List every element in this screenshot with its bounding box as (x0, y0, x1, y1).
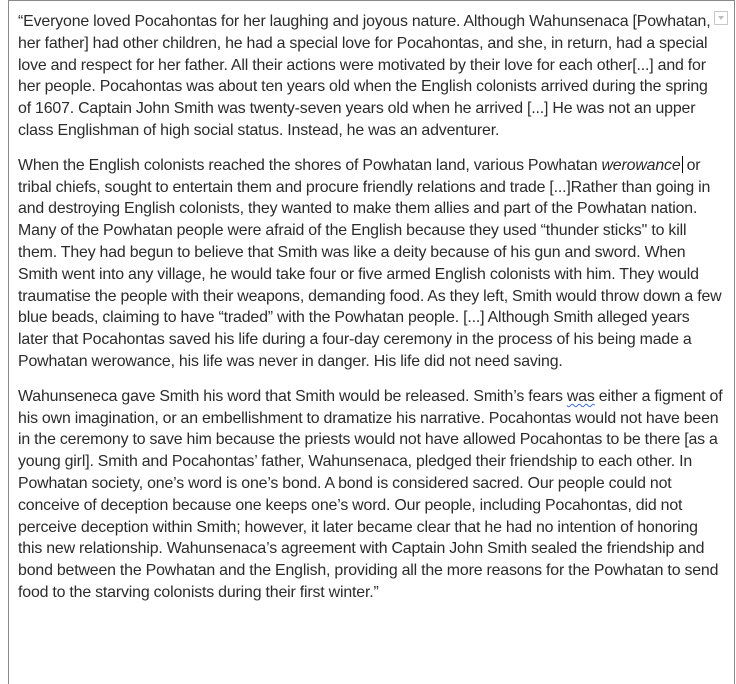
paragraph-1-text: “Everyone loved Pocahontas for her laughing and joyous nature. Although Wahunsenaca [Powhatan, her father] had other children, he had a special love for Pocahontas, and she, in return, had a special love and respect for her father. All their actions were motivated by their love for each other[...] and for her people. Pocahontas was about ten years old when the English colonists arrived during the spring of 1607. Captain John Smith was twenty-seven years old when he arrived [...] He was not an upper class Englishman of high social status. Instead, he was an adventurer. (18, 13, 711, 139)
paragraph-3-text-end: either a figment of his own imagination, or an embellishment to dramatize his narrative. Pocahontas would not have been in the ceremony to save him because the priests would not have allowed Pocahontas to be there [as a young girl]. Smith and Pocahontas’ father, Wahunsenaca, pledged their friendship to each other. In Powhatan society, one’s word is one’s bond. A bond is considered sacred. Our people could not conceive of deception because one keeps one’s word. Our people, including Pocahontas, did not perceive deception within Smith; however, it later became clear that he had no intention of honoring this new relationship. Wahunsenaca’s agreement with Captain John Smith sealed the friendship and bond between the Powhatan and the English, providing all the more reasons for the Powhatan to send food to the starving colonists during their first winter.” (18, 387, 723, 601)
paragraph-3 (18, 386, 723, 604)
grammar-flagged-word[interactable]: was (566, 387, 595, 405)
paragraph-3-text-start: Wahunseneca gave Smith his word that Smith would be released. Smith’s fears (18, 387, 567, 405)
paragraph-1 (18, 11, 723, 142)
italic-word-werowance: werowance (601, 156, 681, 174)
paragraph-2-text-end: or tribal chiefs, sought to entertain them and procure friendly relations and trade [...]Rather than going in and destroying English colonists, they wanted to make them allies and part of the Powhatan nation. Many of the Powhatan people were afraid of the English because they used “thunder sticks'' to kill them. They had begun to believe that Smith was like a deity because of his gun and sword. When Smith went into any village, he would take four or five armed English colonists with him. They would traumatise the people with their weapons, demanding food. As they left, Smith would throw down a few blue beads, claiming to have “traded” with the Powhatan people. [...] Although Smith alleged years later that Pocahontas saved his life during a four-day ceremony in the process of his being made a Powhatan werowance, his life was never in danger. His life did not need saving. (18, 156, 722, 370)
paragraph-2 (18, 155, 723, 373)
text-box[interactable] (8, 0, 735, 684)
paragraph-2-text-start: When the English colonists reached the shores of Powhatan land, various Powhatan (18, 156, 602, 174)
document-body[interactable] (18, 11, 723, 617)
